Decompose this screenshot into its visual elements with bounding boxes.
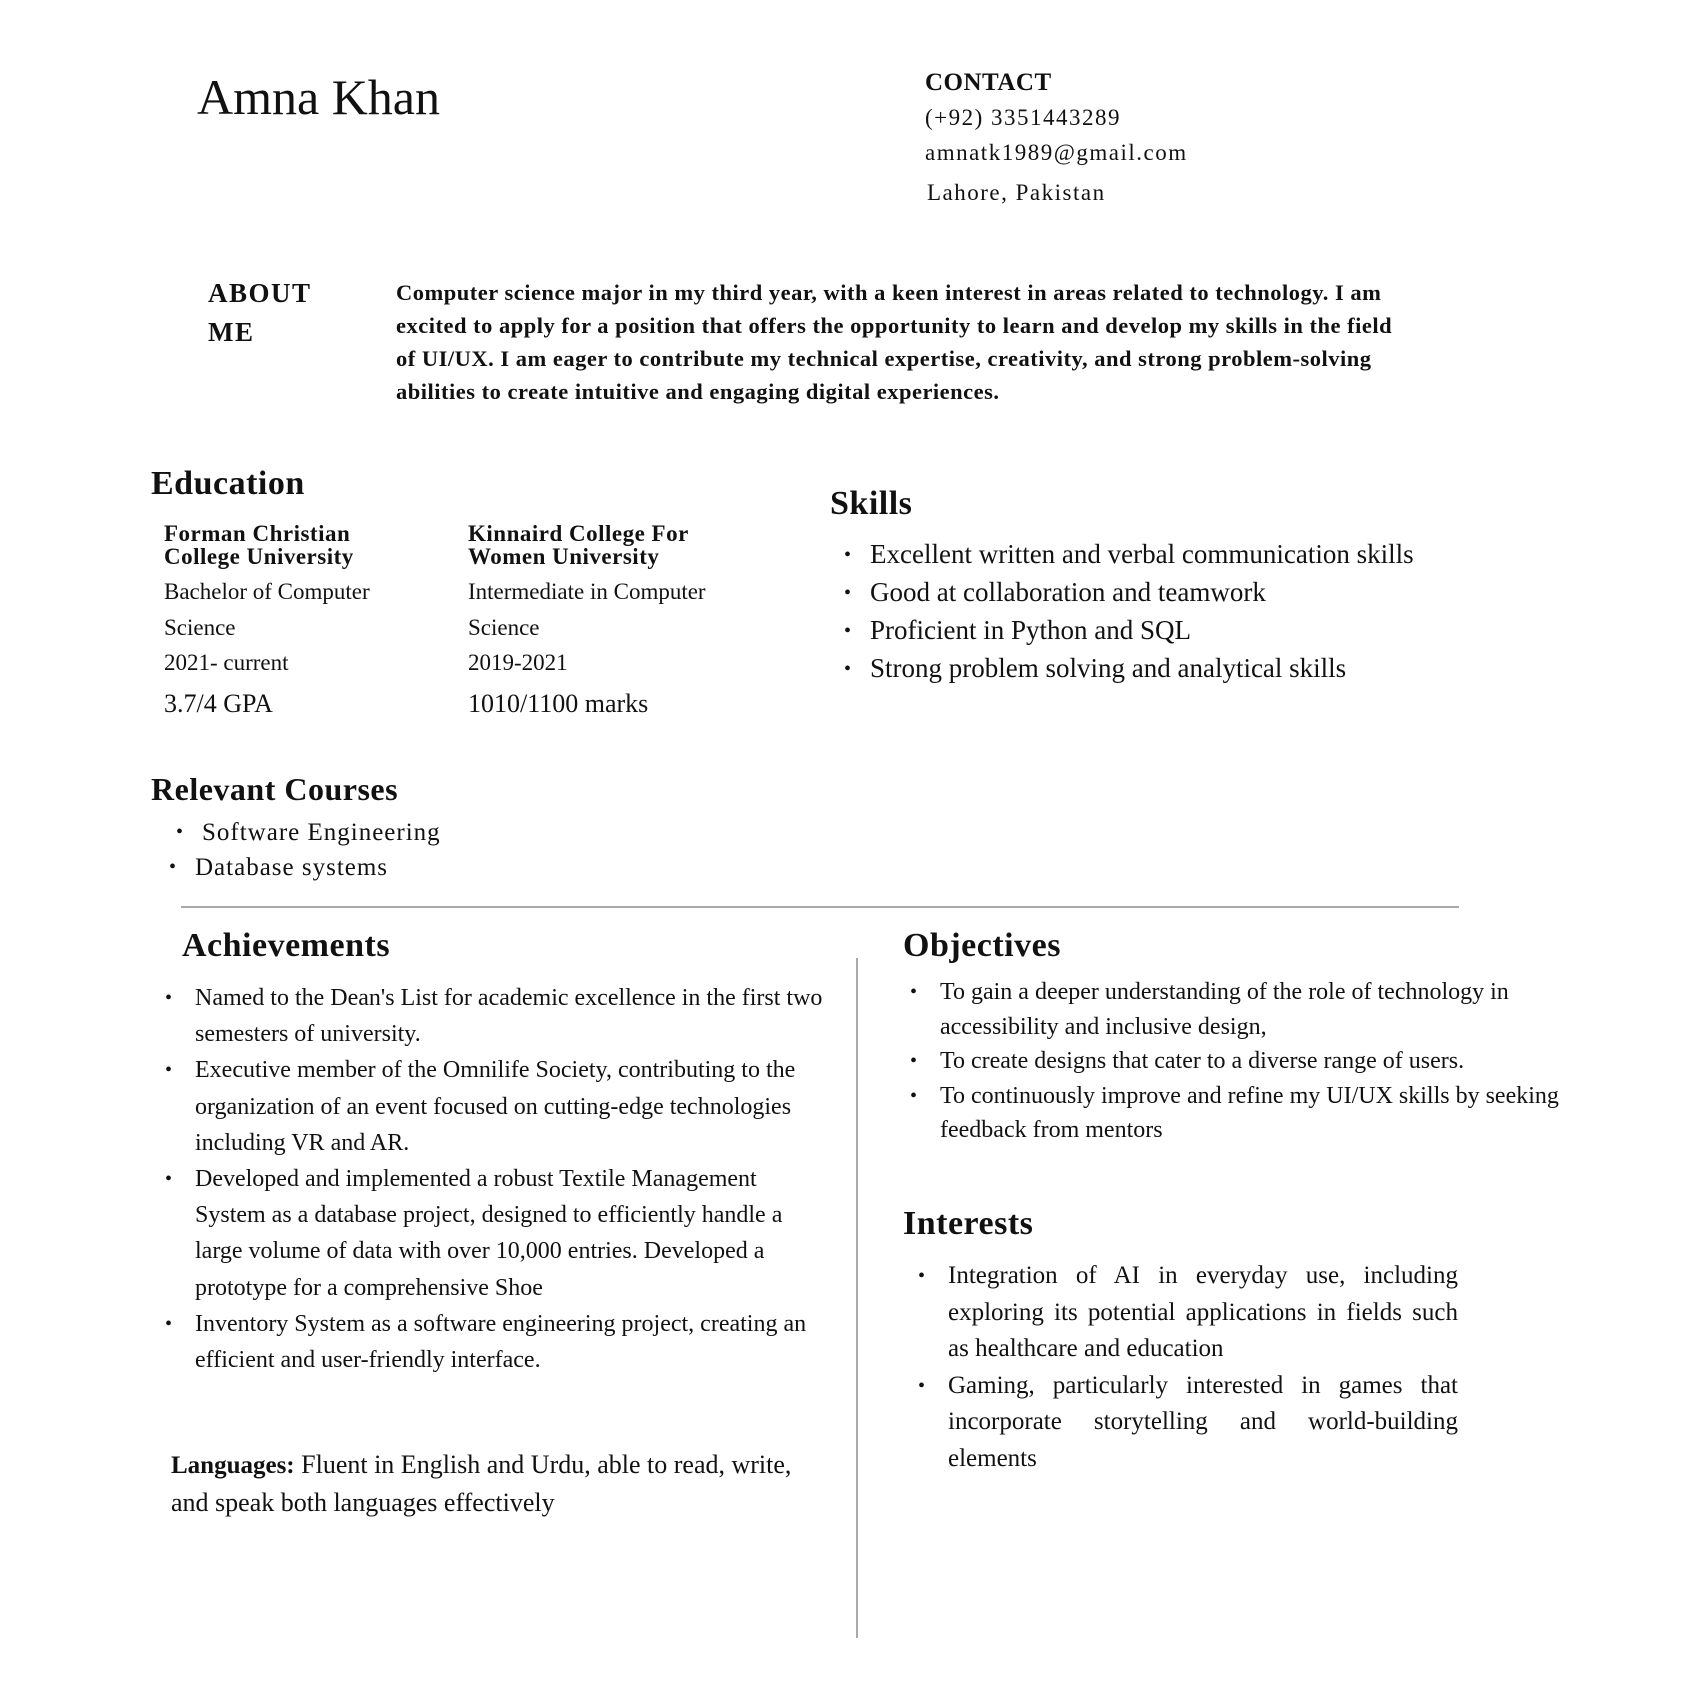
contact-email: amnatk1989@gmail.com [925,140,1188,165]
achievement-item: • Named to the Dean's List for academic excellence in the first two semesters of university. [195,980,825,1052]
contact-block [925,66,1345,210]
interests-title: Interests [903,1205,1034,1242]
degree-line: Science [468,615,540,640]
skill-item: • Good at collaboration and teamwork [870,573,1590,611]
interest-item: • Gaming, particularly interested in games that incorporate storytelling and world-building elements [948,1368,1458,1478]
education-title: Education [151,465,305,502]
courses-list [195,815,615,885]
skills-title: Skills [830,485,913,522]
about-title-line1: ABOUT [208,278,312,308]
languages [171,1446,811,1521]
education-entry-kinnaird [468,522,788,722]
education-score: 3.7/4 GPA [164,689,273,718]
education-score: 1010/1100 marks [468,689,649,718]
about-title [208,274,348,352]
objective-item: • To continuously improve and refine my UI/UX skills by seeking feedback from mentors [940,1079,1575,1148]
horizontal-divider [181,906,1459,908]
institution-line: Kinnaird College For [468,521,689,546]
achievements-title: Achievements [182,927,391,964]
objectives-title: Objectives [903,927,1061,964]
contact-phone: (+92) 3351443289 [925,105,1122,130]
education-institution [468,522,788,568]
institution-line: Forman Christian [164,521,351,546]
skill-item: • Excellent written and verbal communication skills [870,535,1590,573]
achievement-item: • Executive member of the Omnilife Society, contributing to the organization of an event focused on cutting-edge technologies including VR and AR. [195,1052,825,1161]
education-years: 2021- current [164,650,289,675]
skills-list [870,535,1590,687]
institution-line: College University [164,544,354,569]
achievements-list [195,980,825,1378]
education-years: 2019-2021 [468,650,568,675]
languages-text: Fluent in English and Urdu, able to read, write, and speak both languages effectively [171,1450,792,1517]
course-item: • Software Engineering [202,815,622,850]
education-entry-fccu [164,522,464,722]
contact-location: Lahore, Pakistan [927,180,1106,205]
candidate-name: Amna Khan [197,69,440,125]
achievement-item: • Developed and implemented a robust Textile Management System as a database project, designed to efficiently handle a large volume of data with over 10,000 entries. Developed a prototype for a comprehensive Shoe [195,1161,825,1306]
education-degree [164,574,464,646]
course-item: • Database systems [195,850,615,885]
about-text: Computer science major in my third year, with a keen interest in areas related to technology. I am excited to apply for a position that offers the opportunity to learn and develop my skills in the field of UI/UX. I am eager to contribute my technical expertise, creativity, and strong problem-solving abilities to create intuitive and engaging digital experiences. [396,280,1393,404]
contact-title: CONTACT [925,69,1052,96]
languages-label: Languages: [171,1452,295,1479]
degree-line: Intermediate in Computer [468,579,706,604]
institution-line: Women University [468,544,660,569]
degree-line: Bachelor of Computer [164,579,370,604]
objectives-list [940,975,1575,1148]
skill-item: • Proficient in Python and SQL [870,611,1590,649]
objective-item: • To create designs that cater to a diverse range of users. [940,1044,1575,1079]
about-title-line2: ME [208,317,255,347]
interest-item: • Integration of AI in everyday use, including exploring its potential applications in fields such as healthcare and education [948,1258,1458,1368]
achievement-item: • Inventory System as a software engineering project, creating an efficient and user-friendly interface. [195,1306,825,1378]
objective-item: • To gain a deeper understanding of the role of technology in accessibility and inclusive design, [940,975,1575,1044]
skill-item: • Strong problem solving and analytical skills [870,649,1590,687]
courses-title: Relevant Courses [151,771,399,807]
education-institution [164,522,464,568]
interests-list [948,1258,1458,1477]
vertical-divider [856,958,858,1638]
degree-line: Science [164,615,236,640]
education-degree [468,574,788,646]
